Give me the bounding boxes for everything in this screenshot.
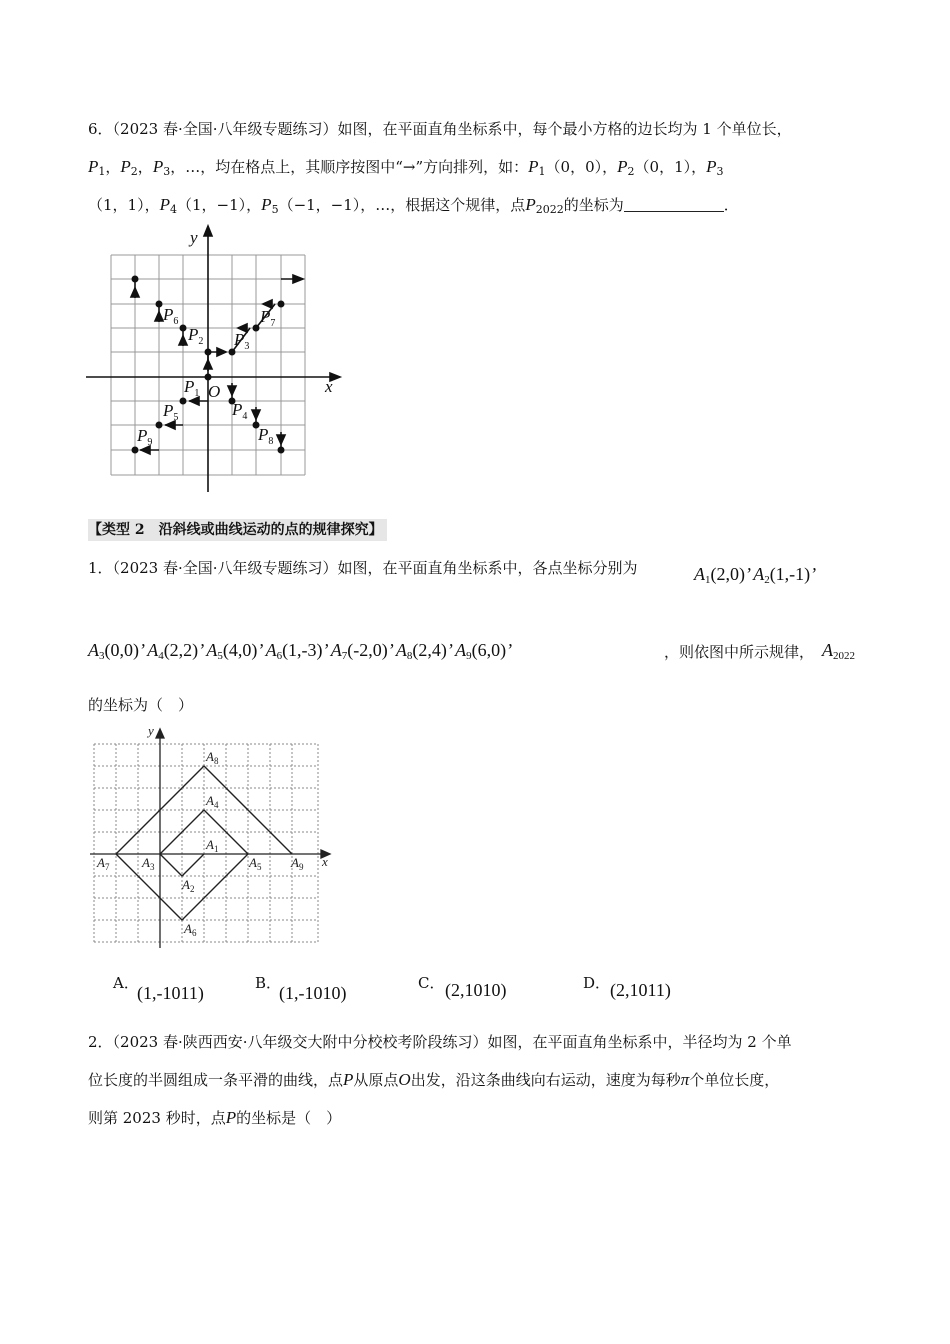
fig2-a6-label: $A_6$ xyxy=(184,921,197,938)
fig1-x-axis-label: x xyxy=(325,377,333,396)
q1-line2: $A_3(0,0)$’ $A_4(2,2)$’ $A_5(4,0)$’ $A_6(1,-3)$’ $A_7(-2,0)$’ $A_8(2,4)$’ $A_9(6,0)$’ xyxy=(88,640,513,662)
fig2-a5-label: $A_5$ xyxy=(249,855,262,872)
fig2-a7-label: $A_7$ xyxy=(97,855,110,872)
fig2-a9-label: $A_9$ xyxy=(291,855,304,872)
fig1-p1-label: $P_1$ xyxy=(184,377,200,399)
fig2-x-axis-label: x xyxy=(322,854,328,869)
q1-a1-a2: $A_1(2,0)$’ $A_2(1,-1)$’ xyxy=(694,564,817,586)
figure-1-grid xyxy=(80,220,350,500)
q1-line1: 1．（2023 春·全国·八年级专题练习）如图，在平面直角坐标系中，各点坐标分别为 xyxy=(88,559,638,577)
fig1-p9-label: $P_9$ xyxy=(137,426,153,448)
option-c-value[interactable]: (2,1010) xyxy=(445,980,507,1000)
q1-mid: ，则依图中所示规律， xyxy=(664,643,815,661)
fig1-p5-label: $P_5$ xyxy=(163,401,179,423)
fig2-a4-label: $A_4$ xyxy=(206,793,219,810)
q6-line1: 6．（2023 春·全国·八年级专题练习）如图，在平面直角坐标系中，每个最小方格的边长均为 1 个单位长， xyxy=(88,120,792,138)
fig1-origin-label: O xyxy=(208,382,221,401)
fig1-p7-label: $P_7$ xyxy=(260,307,276,329)
fig1-p4-label: $P_4$ xyxy=(232,400,248,422)
fig2-a3-label: $A_3$ xyxy=(142,855,155,872)
fig2-y-axis-label: y xyxy=(148,723,154,738)
option-a-value[interactable]: (1,-1011) xyxy=(137,983,204,1003)
fig1-y-axis-label: y xyxy=(190,228,198,247)
q6-line2: $P_1$，$P_2$，$P_3$，…，均在格点上，其顺序按图中“→”方向排列，如：$P_1(0$，0），$P_2(0$，1），$P_3$ xyxy=(88,157,724,178)
fig2-a2-label: $A_2$ xyxy=(182,877,195,894)
q2-line2: 位长度的半圆组成一条平滑的曲线，点P从原点O出发，沿这条曲线向右运动，速度为每秒π个单位长度， xyxy=(88,1070,780,1089)
option-d-letter[interactable]: D． xyxy=(583,974,611,992)
q1-line3: 的坐标为（ ） xyxy=(88,696,194,714)
option-a-letter[interactable]: A． xyxy=(113,974,139,992)
fig1-p2-label: $P_2$ xyxy=(188,325,204,347)
q6-line3: （1，1），$P_4(1$，−1），$P_5(-1$，−1），…，根据这个规律，点$P_{2022}$的坐标为 ． xyxy=(88,195,739,216)
answer-blank[interactable] xyxy=(624,197,724,212)
option-b-letter[interactable]: B． xyxy=(255,974,282,992)
q1-a2022: $A_{2022}$ xyxy=(822,640,855,662)
fig2-a1-label: $A_1$ xyxy=(206,837,219,854)
fig2-a8-label: $A_8$ xyxy=(206,749,219,766)
fig1-p3-label: $P_3$ xyxy=(234,330,250,352)
fig1-p8-label: $P_8$ xyxy=(258,425,274,447)
q2-line3: 则第 2023 秒时，点P的坐标是（ ） xyxy=(88,1108,342,1127)
fig1-p6-label: $P_6$ xyxy=(163,305,179,327)
section-heading: 【类型 2 沿斜线或曲线运动的点的规律探究】 xyxy=(88,519,387,541)
figure-2-diamonds xyxy=(85,718,340,948)
option-c-letter[interactable]: C． xyxy=(418,974,445,992)
option-d-value[interactable]: (2,1011) xyxy=(610,980,671,1000)
option-b-value[interactable]: (1,-1010) xyxy=(279,983,347,1003)
q2-line1: 2．（2023 春·陕西西安·八年级交大附中分校校考阶段练习）如图，在平面直角坐标系中，半径均为 2 个单 xyxy=(88,1033,792,1051)
